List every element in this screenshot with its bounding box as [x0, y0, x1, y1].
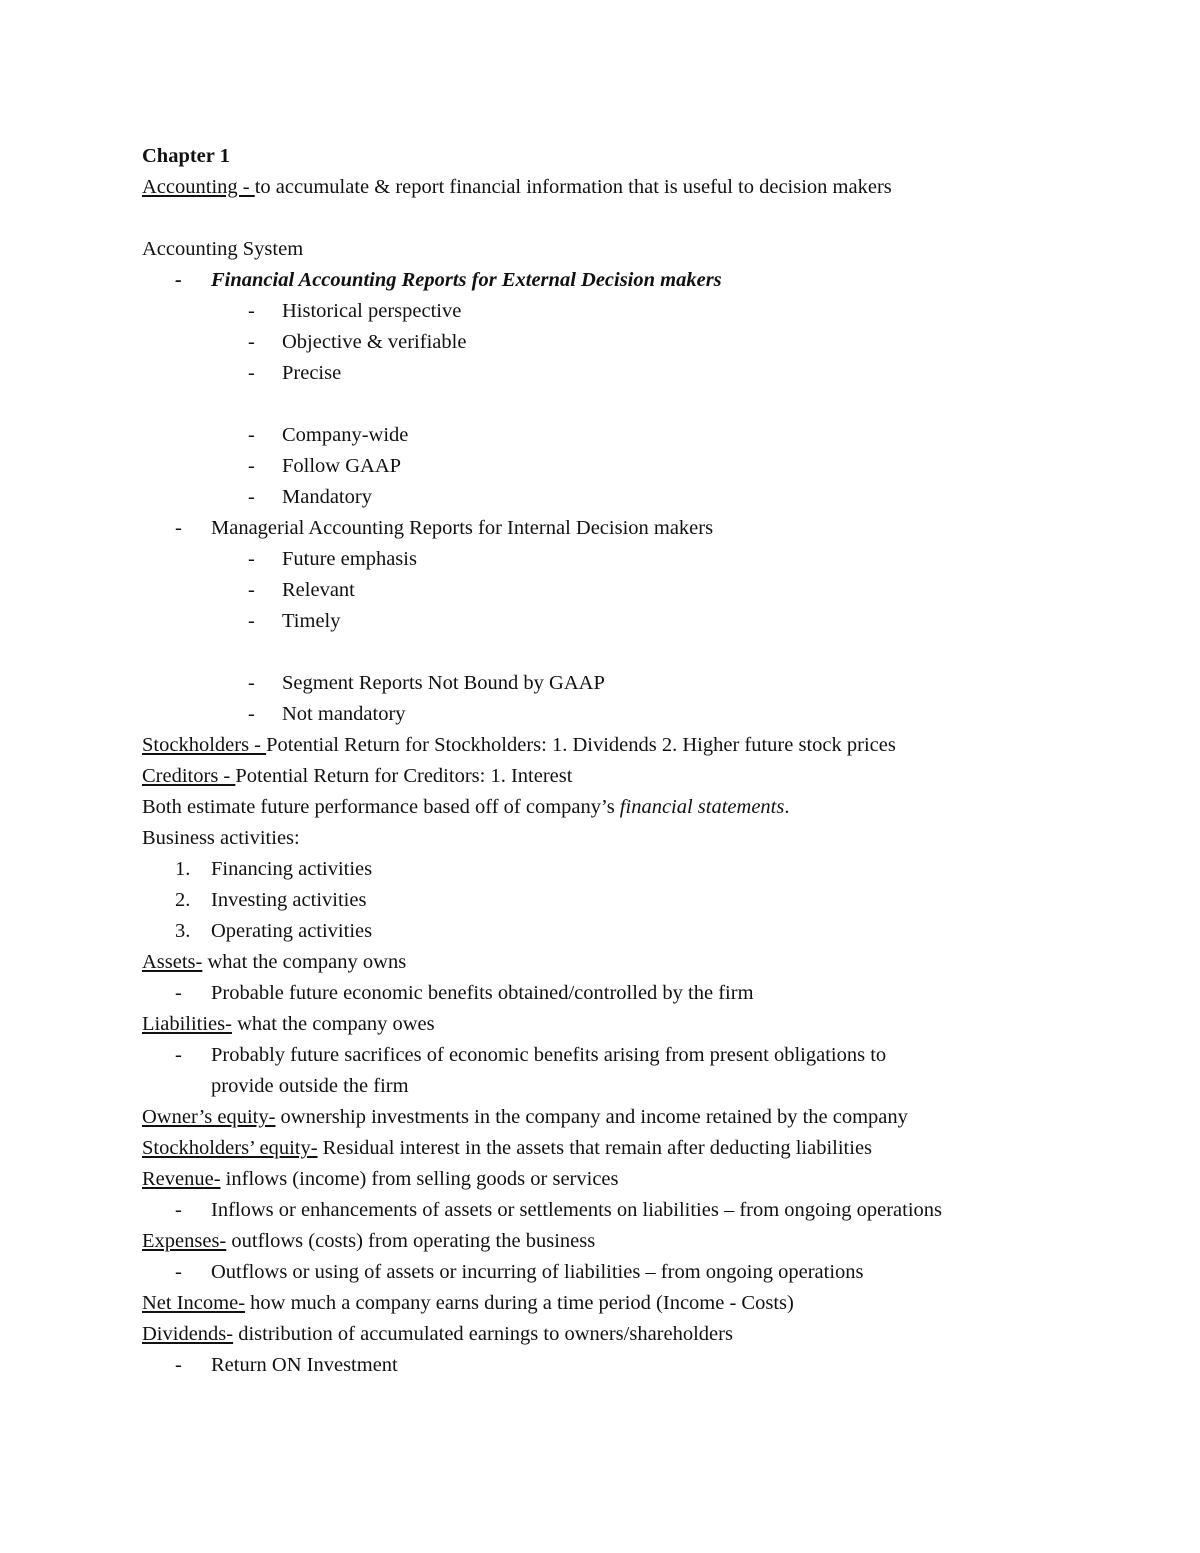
dash-bullet: - — [248, 424, 255, 446]
list-item-text: Not mandatory — [282, 703, 406, 725]
list-item — [142, 482, 1152, 513]
dash-bullet: - — [175, 982, 182, 1004]
list-item — [142, 420, 1152, 451]
owners-equity-term: Owner’s equity- — [142, 1106, 276, 1128]
financial-accounting-label: Financial Accounting Reports for External Decision makers — [211, 269, 722, 291]
list-item — [142, 1350, 1152, 1381]
list-item — [142, 358, 1152, 389]
accounting-definition — [142, 172, 1152, 203]
dash-bullet: - — [248, 703, 255, 725]
numbered-item — [142, 854, 1152, 885]
item-number: 2. — [175, 889, 191, 911]
dash-bullet: - — [248, 362, 255, 384]
financial-accounting-item — [142, 265, 1152, 296]
spacer — [142, 637, 1152, 668]
numbered-item — [142, 916, 1152, 947]
stockholders-equity-term: Stockholders’ equity- — [142, 1137, 318, 1159]
dash-bullet: - — [175, 517, 182, 539]
business-activities-heading: Business activities: — [142, 827, 300, 849]
both-estimate-line — [142, 792, 1152, 823]
list-item-text: Segment Reports Not Bound by GAAP — [282, 672, 605, 694]
expenses-term: Expenses- — [142, 1230, 227, 1252]
chapter-title: Chapter 1 — [142, 145, 230, 167]
item-text: Investing activities — [211, 889, 367, 911]
list-item-text: Inflows or enhancements of assets or settlements on liabilities – from ongoing operations — [211, 1199, 943, 1221]
list-item — [142, 544, 1152, 575]
liabilities-definition — [142, 1009, 1152, 1040]
expenses-definition — [142, 1226, 1152, 1257]
managerial-accounting-item — [142, 513, 1152, 544]
list-item-text: Timely — [282, 610, 341, 632]
dash-bullet: - — [248, 455, 255, 477]
list-item — [142, 1040, 1152, 1071]
list-item — [142, 1195, 1152, 1226]
expenses-text: outflows (costs) from operating the business — [226, 1230, 596, 1252]
owners-equity-text: ownership investments in the company and income retained by the company — [275, 1106, 908, 1128]
dash-bullet: - — [248, 672, 255, 694]
list-item — [142, 668, 1152, 699]
item-text: Financing activities — [211, 858, 373, 880]
dash-bullet: - — [175, 1199, 182, 1221]
list-item-text: Relevant — [282, 579, 355, 601]
accounting-term: Accounting - — [142, 176, 255, 198]
list-item — [142, 1257, 1152, 1288]
list-item — [142, 451, 1152, 482]
item-number: 3. — [175, 920, 191, 942]
dash-bullet: - — [248, 610, 255, 632]
list-item-text: Outflows or using of assets or incurring of liabilities – from ongoing operations — [211, 1261, 864, 1283]
list-item — [142, 699, 1152, 730]
numbered-item — [142, 885, 1152, 916]
stockholders-equity-text: Residual interest in the assets that remain after deducting liabilities — [317, 1137, 873, 1159]
list-item — [142, 978, 1152, 1009]
creditors-text: Potential Return for Creditors: 1. Interest — [235, 765, 573, 787]
both-estimate-end: . — [784, 796, 790, 818]
both-estimate-text: Both estimate future performance based off of company’s — [142, 796, 620, 818]
dividends-term: Dividends- — [142, 1323, 234, 1345]
list-item-text: Precise — [282, 362, 342, 384]
creditors-term: Creditors - — [142, 765, 236, 787]
revenue-term: Revenue- — [142, 1168, 221, 1190]
dash-bullet: - — [248, 579, 255, 601]
list-item — [142, 296, 1152, 327]
list-item-text: Return ON Investment — [211, 1354, 398, 1376]
list-item-text: Mandatory — [282, 486, 372, 508]
accounting-system-heading: Accounting System — [142, 238, 304, 260]
list-item-text: Follow GAAP — [282, 455, 402, 477]
dash-bullet: - — [248, 331, 255, 353]
list-item-continuation: provide outside the firm — [211, 1075, 409, 1097]
dash-bullet: - — [248, 548, 255, 570]
list-item — [142, 575, 1152, 606]
dash-bullet: - — [175, 1261, 182, 1283]
stockholders-text: Potential Return for Stockholders: 1. Dividends 2. Higher future stock prices — [266, 734, 896, 756]
dividends-definition — [142, 1319, 1152, 1350]
spacer — [142, 203, 1152, 234]
list-item — [142, 327, 1152, 358]
list-item-text: Future emphasis — [282, 548, 417, 570]
list-item-text: Probably future sacrifices of economic benefits arising from present obligations to — [211, 1044, 887, 1066]
item-number: 1. — [175, 858, 191, 880]
dash-bullet: - — [248, 486, 255, 508]
assets-term: Assets- — [142, 951, 203, 973]
net-income-text: how much a company earns during a time period (Income - Costs) — [245, 1292, 794, 1314]
financial-statements-emphasis: financial statements — [619, 796, 785, 818]
dividends-text: distribution of accumulated earnings to owners/shareholders — [233, 1323, 733, 1345]
list-item-text: Historical perspective — [282, 300, 462, 322]
list-item-text: Company-wide — [282, 424, 409, 446]
stockholders-term: Stockholders - — [142, 734, 267, 756]
revenue-text: inflows (income) from selling goods or services — [220, 1168, 619, 1190]
managerial-accounting-label: Managerial Accounting Reports for Internal Decision makers — [211, 517, 714, 539]
stockholders-equity-definition — [142, 1133, 1152, 1164]
liabilities-term: Liabilities- — [142, 1013, 232, 1035]
dash-bullet: - — [175, 1044, 182, 1066]
list-item-text: Probable future economic benefits obtained/controlled by the firm — [211, 982, 754, 1004]
document-content — [142, 141, 1152, 1381]
revenue-definition — [142, 1164, 1152, 1195]
list-item — [142, 606, 1152, 637]
accounting-text: to accumulate & report financial information that is useful to decision makers — [254, 176, 892, 198]
owners-equity-definition — [142, 1102, 1152, 1133]
net-income-definition — [142, 1288, 1152, 1319]
dash-bullet: - — [175, 1354, 182, 1376]
creditors-definition — [142, 761, 1152, 792]
stockholders-definition — [142, 730, 1152, 761]
net-income-term: Net Income- — [142, 1292, 246, 1314]
dash-bullet: - — [175, 269, 182, 291]
assets-definition — [142, 947, 1152, 978]
spacer — [142, 389, 1152, 420]
list-item-text: Objective & verifiable — [282, 331, 467, 353]
item-text: Operating activities — [211, 920, 373, 942]
liabilities-text: what the company owes — [231, 1013, 435, 1035]
assets-text: what the company owns — [202, 951, 407, 973]
dash-bullet: - — [248, 300, 255, 322]
